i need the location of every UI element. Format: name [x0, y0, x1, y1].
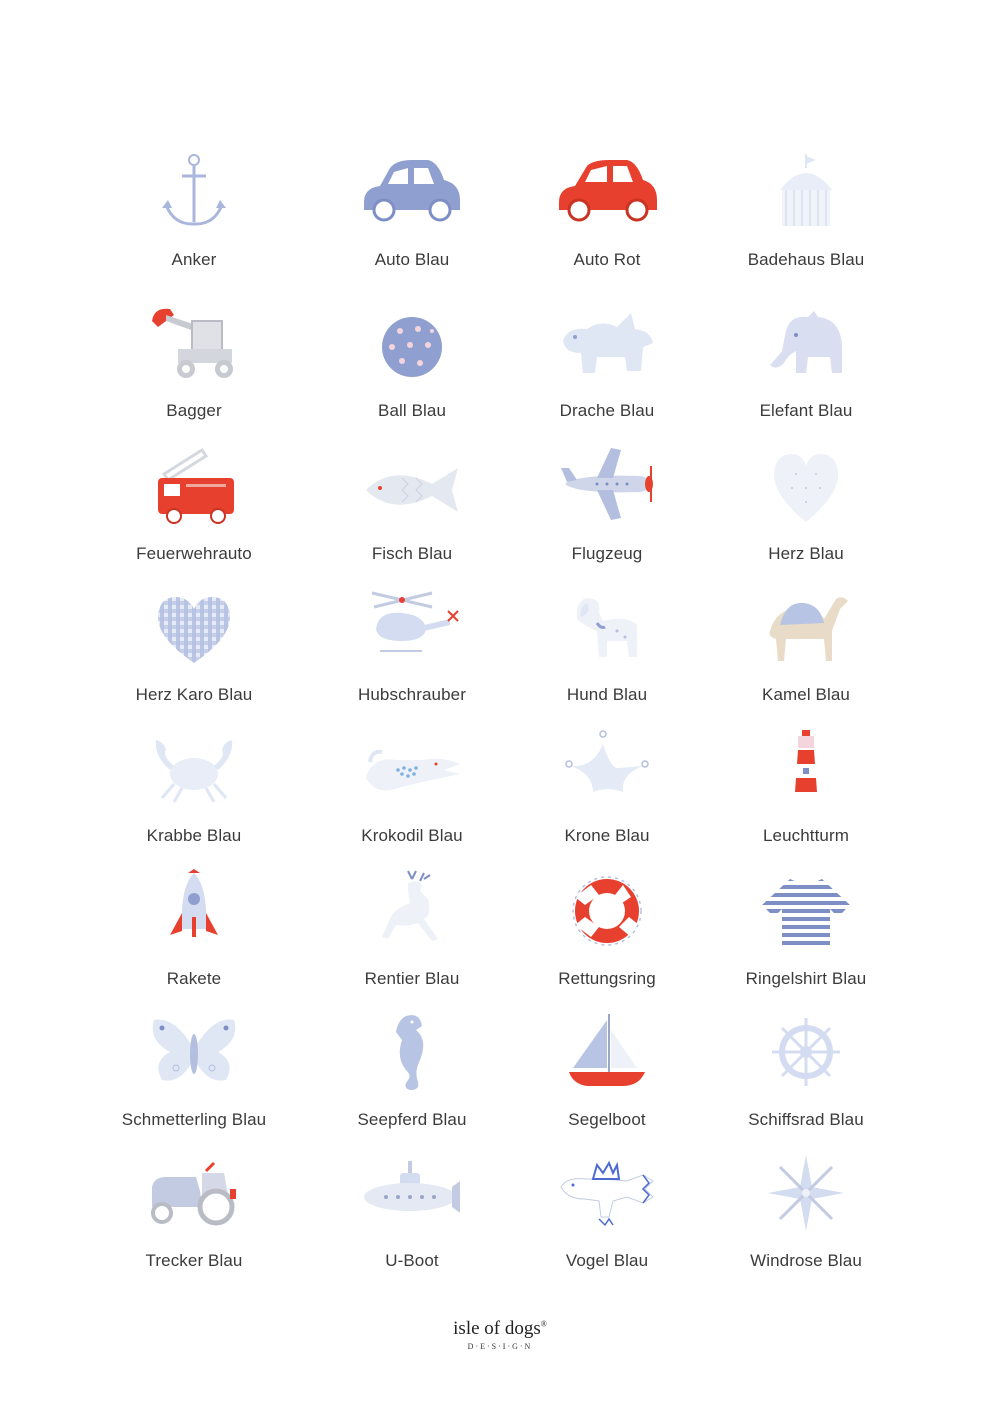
motif-label: Herz Karo Blau	[135, 685, 253, 704]
motif-label: Auto Rot	[573, 250, 641, 269]
reindeer-icon	[362, 869, 462, 959]
motif-label: Krokodil Blau	[361, 826, 463, 845]
motif-label: Ringelshirt Blau	[745, 969, 867, 988]
motif-item	[696, 726, 916, 866]
dragon-icon	[557, 301, 657, 391]
motif-item	[302, 1151, 522, 1291]
heart-icon	[756, 444, 856, 534]
crown-icon	[557, 726, 657, 816]
motif-label: Schmetterling Blau	[121, 1110, 267, 1129]
motif-item	[497, 585, 717, 725]
motif-label: Rettungsring	[558, 969, 656, 988]
tractor-icon	[144, 1151, 244, 1241]
registered-mark: ®	[540, 1319, 547, 1329]
elephant-icon	[756, 301, 856, 391]
bathhouse-icon	[756, 150, 856, 240]
anchor-icon	[144, 150, 244, 240]
lighthouse-icon	[756, 726, 856, 816]
motif-item	[497, 726, 717, 866]
motif-item	[302, 150, 522, 290]
motif-label: Vogel Blau	[565, 1251, 649, 1270]
motif-label: Segelboot	[568, 1110, 646, 1129]
motif-item	[84, 1151, 304, 1291]
motif-label: Elefant Blau	[759, 401, 853, 420]
motif-label: Windrose Blau	[750, 1251, 862, 1270]
motif-item	[84, 585, 304, 725]
motif-label: Schiffsrad Blau	[748, 1110, 864, 1129]
motif-item	[84, 1010, 304, 1150]
motif-label: Kamel Blau	[762, 685, 850, 704]
brand-name: isle of dogs®	[453, 1318, 547, 1339]
excavator-icon	[144, 301, 244, 391]
motif-item	[497, 1010, 717, 1150]
motif-item	[497, 444, 717, 584]
fish-icon	[362, 444, 462, 534]
motif-label: Rakete	[166, 969, 222, 988]
motif-label: Ball Blau	[378, 401, 446, 420]
airplane-icon	[557, 444, 657, 534]
helicopter-icon	[362, 585, 462, 675]
dog-icon	[557, 585, 657, 675]
bird-icon	[557, 1151, 657, 1241]
car-red-icon	[557, 150, 657, 240]
motif-label: Anker	[171, 250, 217, 269]
motif-item	[497, 1151, 717, 1291]
motif-label: Rentier Blau	[364, 969, 460, 988]
motif-item	[84, 869, 304, 1009]
motif-label: Krabbe Blau	[146, 826, 242, 845]
crocodile-icon	[362, 726, 462, 816]
heart-checked-icon	[144, 585, 244, 675]
submarine-icon	[362, 1151, 462, 1241]
motif-label: Hubschrauber	[358, 685, 466, 704]
motif-item	[497, 301, 717, 441]
car-blue-icon	[362, 150, 462, 240]
motif-label: Trecker Blau	[145, 1251, 243, 1270]
crab-icon	[144, 726, 244, 816]
compass-rose-icon	[756, 1151, 856, 1241]
rocket-icon	[144, 869, 244, 959]
seahorse-icon	[362, 1010, 462, 1100]
ball-icon	[362, 301, 462, 391]
motif-label: Seepferd Blau	[357, 1110, 467, 1129]
motif-label: Feuerwehrauto	[136, 544, 252, 563]
motif-item	[302, 585, 522, 725]
sailboat-icon	[557, 1010, 657, 1100]
brand-logo	[400, 1318, 600, 1351]
motif-item	[302, 301, 522, 441]
motif-item	[696, 1151, 916, 1291]
lifebuoy-icon	[557, 869, 657, 959]
motif-label: Hund Blau	[566, 685, 648, 704]
motif-item	[84, 150, 304, 290]
motif-label: Leuchtturm	[762, 826, 850, 845]
motif-label: Drache Blau	[559, 401, 655, 420]
motif-item	[84, 726, 304, 866]
motif-item	[302, 1010, 522, 1150]
motif-label: Auto Blau	[374, 250, 450, 269]
motif-label: Bagger	[166, 401, 222, 420]
motif-label: Krone Blau	[564, 826, 650, 845]
brand-tagline: D·E·S·I·G·N	[467, 1342, 533, 1351]
ship-wheel-icon	[756, 1010, 856, 1100]
motif-label: Herz Blau	[768, 544, 844, 563]
motif-item	[84, 444, 304, 584]
motif-item	[696, 301, 916, 441]
motif-item	[696, 444, 916, 584]
motif-label: U-Boot	[385, 1251, 439, 1270]
motif-label: Badehaus Blau	[747, 250, 865, 269]
motif-item	[302, 444, 522, 584]
butterfly-icon	[144, 1010, 244, 1100]
motif-label: Flugzeug	[571, 544, 643, 563]
motif-item	[84, 301, 304, 441]
motif-item	[696, 150, 916, 290]
motif-item	[696, 869, 916, 1009]
striped-shirt-icon	[756, 869, 856, 959]
motif-item	[696, 1010, 916, 1150]
motif-item	[302, 869, 522, 1009]
fire-truck-icon	[144, 444, 244, 534]
motif-item	[497, 150, 717, 290]
motif-item	[302, 726, 522, 866]
camel-icon	[756, 585, 856, 675]
motif-item	[696, 585, 916, 725]
motif-label: Fisch Blau	[371, 544, 453, 563]
motif-item	[497, 869, 717, 1009]
